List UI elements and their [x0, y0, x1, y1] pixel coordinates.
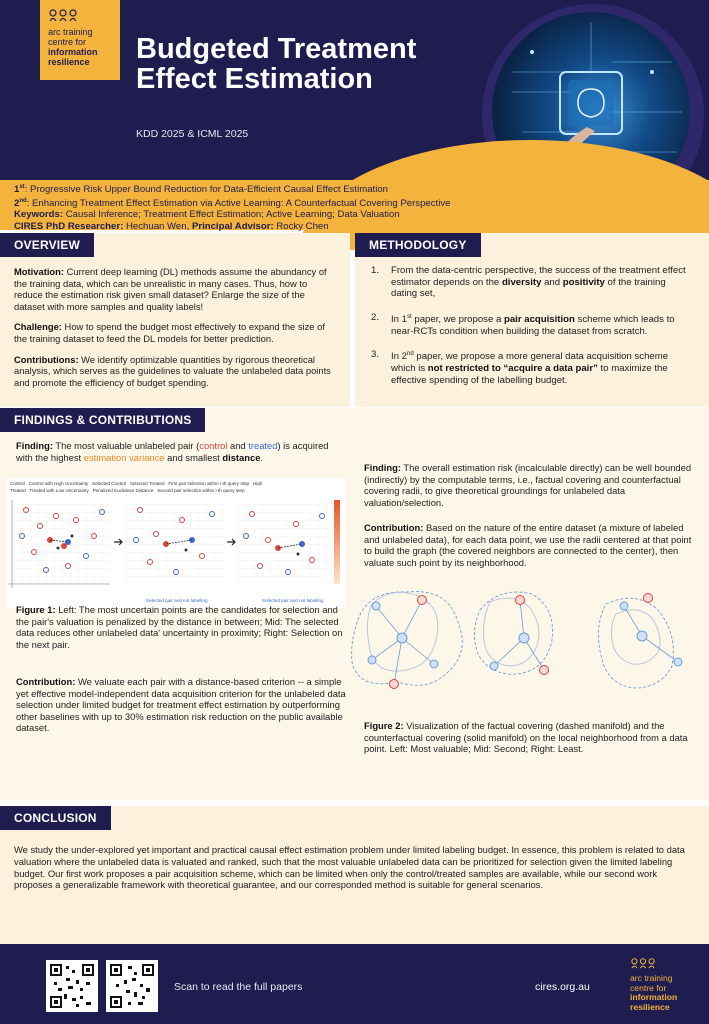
left-finding: Finding: The most valuable unlabeled pair (control and treated) is acquired with the highest estimation variance and smallest distance. [16, 440, 329, 463]
methodology-panel [355, 233, 709, 407]
findings-heading: FINDINGS & CONTRIBUTIONS [0, 408, 205, 432]
methodology-item-2: 2. In 1st paper, we propose a pair acquisition scheme which leads to near-RCTs condition when building the dataset from scratch. [371, 311, 675, 337]
figure-1-footnote-mid: Selected pair and not labelling [146, 598, 208, 603]
contributions-paragraph: Contributions: We identify optimizable quantities by rigorous theoretical analysis, which serves as the guidelines to valuate the unlabeled data points and promote the efficiency of budget spending. [14, 353, 331, 388]
scan-instruction: Scan to read the full papers [174, 981, 303, 993]
methodology-list [355, 257, 709, 386]
figure-1-footnote-right: Selected pair and not labelling [262, 598, 324, 603]
overview-body [0, 257, 350, 388]
first-paper-line: 1st: Progressive Risk Upper Bound Reduction for Data-Efficient Causal Effect Estimation [14, 184, 388, 196]
footer-logo-text: arc training centre for information resilience [630, 973, 678, 1012]
conclusion-panel [0, 806, 709, 944]
figure-1 [6, 478, 346, 608]
researcher-line: CIRES PhD Researcher: Hechuan Wen, Principal Advisor: Rocky Chen [14, 220, 329, 232]
qr-code-icon[interactable] [106, 960, 158, 1012]
methodology-item-1: 1. From the data-centric perspective, the success of the treatment effect estimator depends on the diversity and positivity of the training dating set, [371, 265, 686, 300]
methodology-heading: METHODOLOGY [355, 233, 481, 257]
figure-1-caption: Figure 1: Left: The most uncertain points are the candidates for selection and the pair's valuation is penalized by the distance in between; Mid: The selected data reduces other unlabeled data' uncertainty in proximity; Right: Selection on the next pair. [16, 604, 343, 650]
overview-panel [0, 233, 350, 407]
methodology-item-3: 3. In 2nd paper, we propose a more general data acquisition scheme which is not restricted to “acquire a data pair” to maximize the effective spending of the labelling budget. [371, 349, 669, 386]
factual-covering-right [598, 598, 673, 688]
arrow-right-icon [227, 539, 235, 545]
figure-2 [348, 580, 704, 710]
conclusion-heading: CONCLUSION [0, 806, 111, 830]
right-finding: Finding: The overall estimation risk (incalculable directly) can be well bounded (indirectly) by the computable terms, i.e., factual covering and counterfactual covering radii, to give theoretical groundings for unlabeled data valuation/selection. [364, 462, 692, 508]
arc-logo-icon [48, 8, 78, 22]
conclusion-text: We study the under-explored yet important and practical causal effect estimation problem under limited labeling budget. In essence, this problem is related to data valuation where the unlabeled data is valuated and ranked, such that the most valuable unlabeled data can be prioritized for selection given the limited labeling budget. Our first work proposes a pair acquisition scheme, which can be limited when only the control/treated samples are available, while our second work proposes a generalizable framework with theoretical guarantee, and our corresponded method is suitable for general scenarios. [14, 844, 685, 891]
poster-footer [0, 944, 709, 1024]
overview-heading: OVERVIEW [0, 233, 94, 257]
arc-logo-footer [630, 956, 700, 1012]
findings-panel [0, 408, 709, 800]
qr-code-paper-2 [110, 964, 154, 1008]
second-paper-line: 2nd: Enhancing Treatment Effect Estimation via Active Learning: A Counterfactual Covering Perspective [14, 197, 451, 209]
paper-info-text [14, 182, 614, 232]
figure-2-caption: Figure 2: Visualization of the factual covering (dashed manifold) and the counterfactual covering (solid manifold) on the local neighborhood from a data point. Left: Most valuable; Mid: Second; Right: Least. [364, 720, 688, 755]
keywords-line: Keywords: Causal Inference; Treatment Effect Estimation; Active Learning; Data Valuation [14, 209, 400, 221]
qr-code-icon[interactable] [46, 960, 98, 1012]
factual-covering-mid [474, 592, 552, 674]
venues: KDD 2025 & ICML 2025 [136, 128, 249, 140]
right-contribution: Contribution: Based on the nature of the entire dataset (a mixture of labeled and unlabeled data), for each data point, we use the radii centered at that point to build the graph (the covered neighbors are connected to the center), then valuate such point by its neighborhood. [364, 522, 692, 568]
left-contribution: Contribution: We valuate each pair with a distance-based criterion -- a simple yet effective model-independent data acquisition criterion for the unlabeled data selection under limited budget for treatment effect estimation by outperforming other baselines with up to 30% estimation risk reduction on the public available dataset. [16, 676, 346, 734]
figure-1-legend: Control Control with High Uncertainty Selected Control Selected Treated First pair selection within i-th query step High Treated Treated with Low Uncertainty Penalized Euclidean Distance Second pair selection within i-th query step [10, 481, 263, 493]
arrow-right-icon [114, 539, 122, 545]
challenge-paragraph: Challenge: How to spend the budget most effectively to expand the size of the training dataset to feed the DL models for better prediction. [14, 321, 325, 344]
arc-logo [40, 0, 120, 80]
figure-1-plots [6, 496, 346, 608]
website-link[interactable]: cires.org.au [535, 981, 590, 993]
logo-text: arc training centre for information resilience [48, 27, 98, 67]
motivation-paragraph: Motivation: Current deep learning (DL) methods assume the abundancy of the training data, which can be unrealistic in many cases. Thus, how to reduce the estimation risk given small dataset? Enlarge the size of the dataset with more samples and quality labels! [14, 266, 327, 312]
arc-logo-icon [630, 957, 656, 969]
poster-title: Budgeted Treatment Effect Estimation [136, 33, 417, 95]
qr-code-paper-1 [50, 964, 94, 1008]
